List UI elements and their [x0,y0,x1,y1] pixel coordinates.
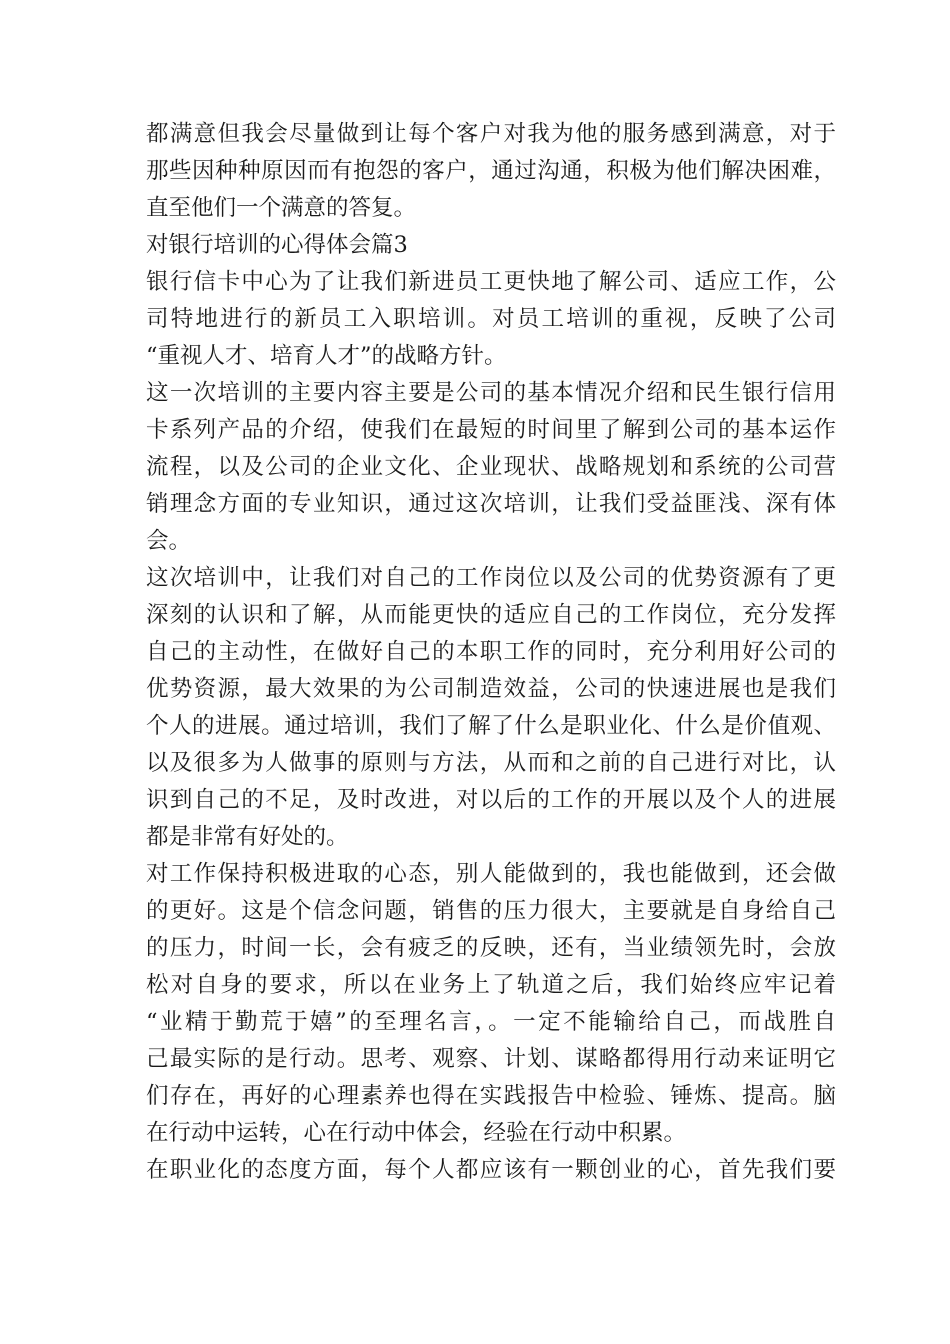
section-heading [146,227,836,264]
text-line: 个人的进展。通过培训，我们了解了什么是职业化、什么是价值观、 [146,713,836,739]
text-line: 司特地进行的新员工入职培训。对员工培训的重视，反映了公司 [146,306,836,332]
section-title: 对银行培训的心得体会篇3 [146,232,408,258]
paragraph-training-benefits [146,560,836,856]
text-line: 的更好。这是个信念问题，销售的压力很大，主要就是自身给自己 [146,898,836,924]
paragraph-intro [146,264,836,375]
text-line: 都满意但我会尽量做到让每个客户对我为他的服务感到满意，对于 [146,121,836,147]
text-line: 以及很多为人做事的原则与方法，从而和之前的自己进行对比，认 [146,750,836,776]
text-line: 自己的主动性，在做好自己的本职工作的同时，充分利用好公司的 [146,639,836,665]
paragraph-closing-service [146,116,836,227]
text-line: 在行动中运转，心在行动中体会，经验在行动中积累。 [146,1120,687,1146]
text-line: 的压力，时间一长，会有疲乏的反映，还有，当业绩领先时，会放 [146,935,836,961]
text-line: 深刻的认识和了解，从而能更快的适应自己的工作岗位，充分发挥 [146,602,836,628]
document-body [146,116,836,1189]
text-line: 松对自身的要求，所以在业务上了轨道之后，我们始终应牢记着 [146,972,836,998]
text-line: 在职业化的态度方面，每个人都应该有一颗创业的心，首先我们要 [146,1157,836,1183]
text-line: “重视人才、培育人才”的战略方针。 [146,343,507,369]
text-line: 们存在，再好的心理素养也得在实践报告中检验、锤炼、提高。脑 [146,1083,836,1109]
text-line: 都是非常有好处的。 [146,824,349,850]
text-line: 流程，以及公司的企业文化、企业现状、战略规划和系统的公司营 [146,454,836,480]
text-line: 销理念方面的专业知识，通过这次培训，让我们受益匪浅、深有体 [146,491,836,517]
text-line: 优势资源，最大效果的为公司制造效益，公司的快速进展也是我们 [146,676,836,702]
paragraph-professionalism [146,1152,836,1189]
text-line: 卡系列产品的介绍，使我们在最短的时间里了解到公司的基本运作 [146,417,836,443]
text-line: 银行信卡中心为了让我们新进员工更快地了解公司、适应工作，公 [146,269,836,295]
text-line: 识到自己的不足，及时改进，对以后的工作的开展以及个人的进展 [146,787,836,813]
text-line: 这一次培训的主要内容主要是公司的基本情况介绍和民生银行信用 [146,380,836,406]
paragraph-training-content [146,375,836,560]
text-line: “业精于勤荒于嬉”的至理名言，。一定不能输给自己，而战胜自 [146,1009,836,1035]
text-line: 那些因种种原因而有抱怨的客户，通过沟通，积极为他们解决困难， [146,158,836,184]
text-line: 这次培训中，让我们对自己的工作岗位以及公司的优势资源有了更 [146,565,836,591]
text-line: 己最实际的是行动。思考、观察、计划、谋略都得用行动来证明它 [146,1046,836,1072]
text-line: 直至他们一个满意的答复。 [146,195,417,221]
text-line: 对工作保持积极进取的心态，别人能做到的，我也能做到，还会做 [146,861,836,887]
text-line: 会。 [146,528,192,554]
paragraph-attitude [146,856,836,1152]
